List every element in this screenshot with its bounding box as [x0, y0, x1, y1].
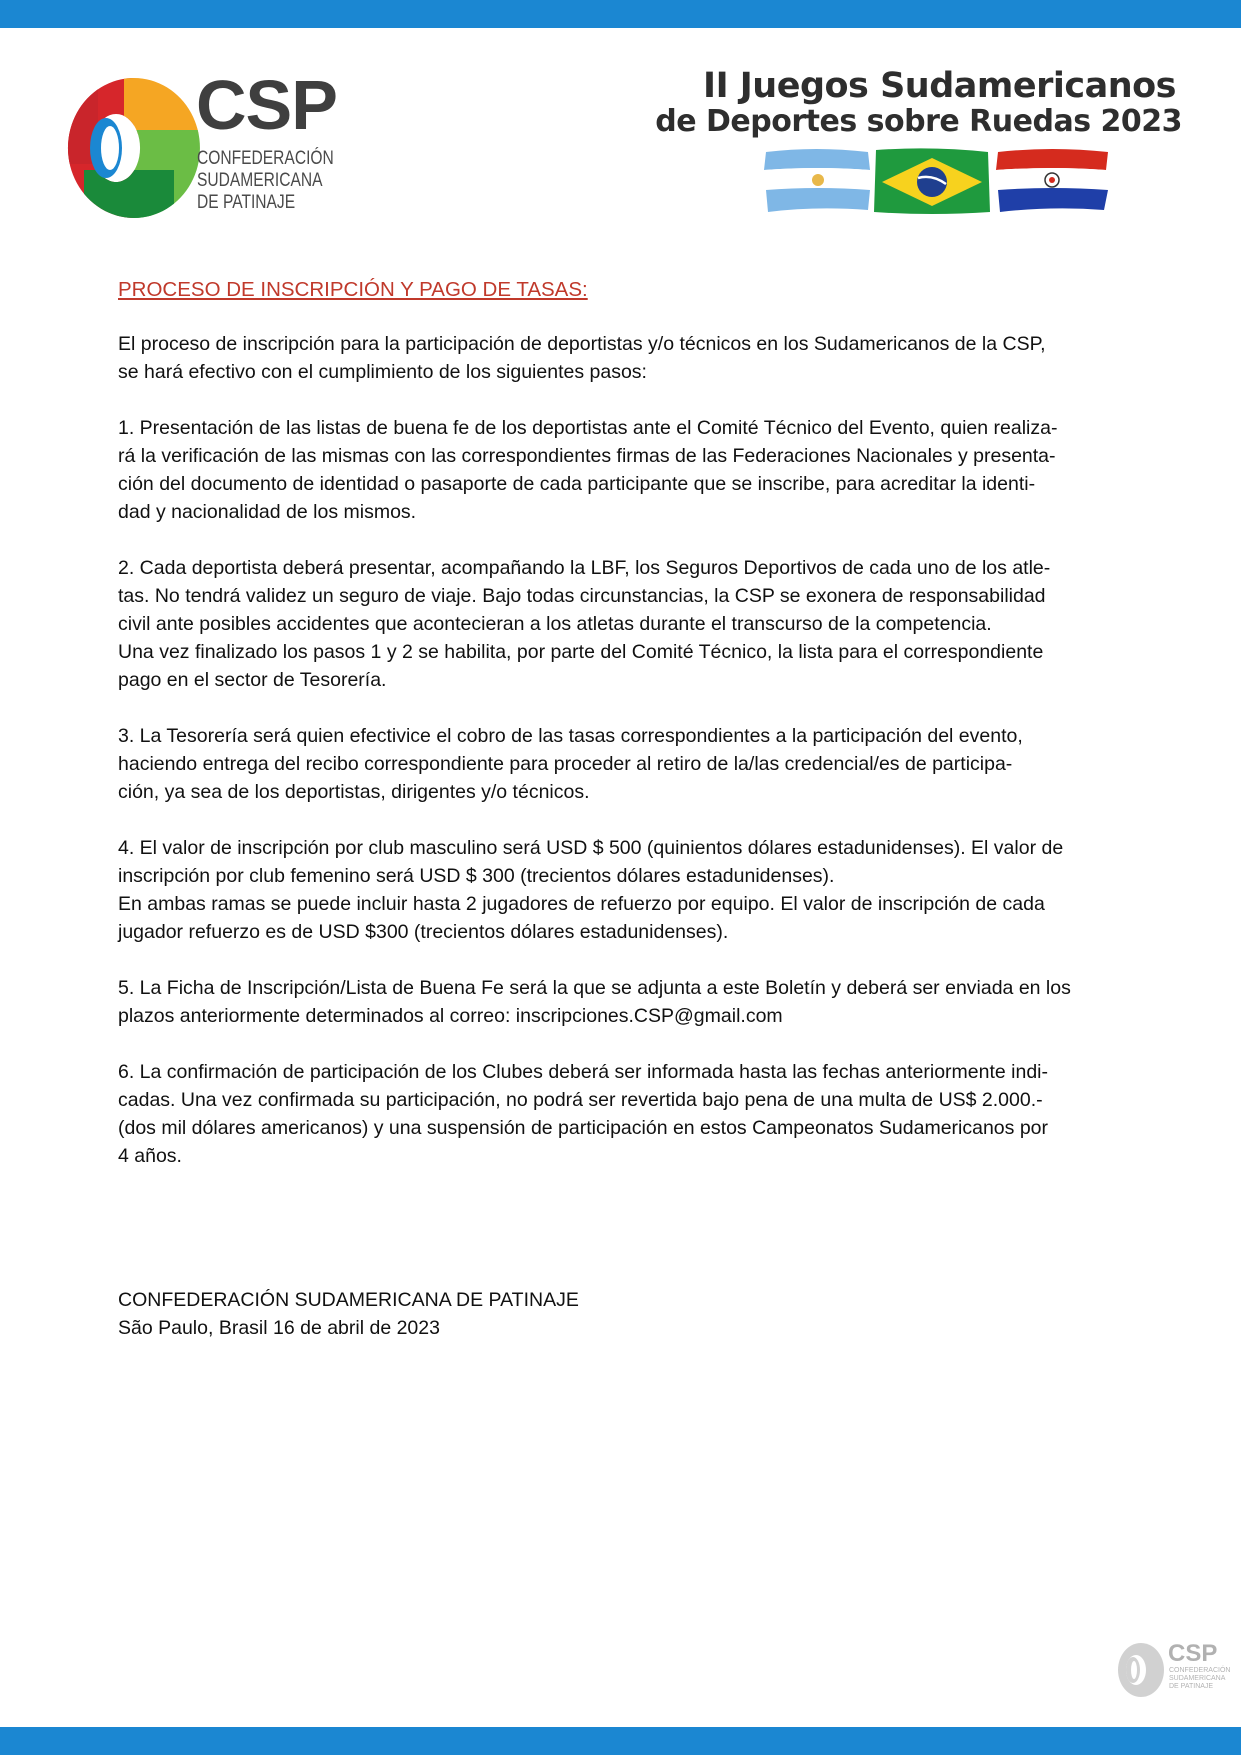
text-line: 1. Presentación de las listas de buena fe de los deportistas ante el Comité Técnico del Evento, quien realiza- — [118, 417, 1058, 439]
signature-block — [118, 1286, 579, 1342]
text-line: dad y nacionalidad de los mismos. — [118, 501, 417, 523]
event-title-line2: de Deportes sobre Ruedas 2023 — [655, 104, 1182, 139]
text-line: 5. La Ficha de Inscripción/Lista de Buena Fe será la que se adjunta a este Boletín y deberá ser enviada en los — [118, 977, 1071, 999]
argentina-flag-icon — [764, 149, 870, 212]
text-line: 6. La confirmación de participación de los Clubes deberá ser informada hasta las fechas anteriormente indi- — [118, 1061, 1049, 1083]
text-line: 3. La Tesorería será quien efectivice el cobro de las tasas correspondientes a la participación del evento, — [118, 725, 1023, 747]
flags-strip — [762, 146, 1112, 218]
step-4-paragraph — [118, 834, 1123, 946]
text-line: civil ante posibles accidentes que acontecieran a los atletas durante el transcurso de la competencia. — [118, 613, 992, 635]
text-line: plazos anteriormente determinados al correo: inscripciones.CSP@gmail.com — [118, 1005, 783, 1027]
footer-logo-subtitle-line: SUDAMERICANA — [1169, 1675, 1226, 1682]
text-line: El proceso de inscripción para la participación de deportistas y/o técnicos en los Sudamericanos de la CSP, — [118, 333, 1046, 355]
text-line: 4 años. — [118, 1145, 182, 1167]
logo-subtitle-line: DE PATINAJE — [197, 192, 296, 213]
text-line: haciendo entrega del recibo correspondiente para proceder al retiro de la/las credencial/es de participa- — [118, 753, 1013, 775]
footer-ring-icon — [1116, 1640, 1166, 1700]
footer-logo-subtitle — [1169, 1667, 1230, 1691]
brazil-flag-icon — [874, 148, 990, 214]
footer-logo-subtitle-line: DE PATINAJE — [1169, 1683, 1214, 1690]
footer-logo-acronym: CSP — [1168, 1640, 1218, 1667]
event-title-line1: II Juegos Sudamericanos — [703, 66, 1176, 106]
text-line: pago en el sector de Tesorería. — [118, 669, 387, 691]
step-3-paragraph — [118, 722, 1123, 806]
signature-place-date: São Paulo, Brasil 16 de abril de 2023 — [118, 1317, 440, 1339]
text-line: ción del documento de identidad o pasaporte de cada participante que se inscribe, para acreditar la identi- — [118, 473, 1036, 495]
text-line: tas. No tendrá validez un seguro de viaje. Bajo todas circunstancias, la CSP se exonera de responsabilidad — [118, 585, 1046, 607]
top-color-band — [0, 0, 1241, 28]
text-line: rá la verificación de las mismas con las correspondientes firmas de las Federaciones Nacionales y presenta- — [118, 445, 1056, 467]
text-line: (dos mil dólares americanos) y una suspensión de participación en estos Campeonatos Sudamericanos por — [118, 1117, 1049, 1139]
footer-csp-logo — [1116, 1640, 1231, 1702]
text-line: ción, ya sea de los deportistas, dirigentes y/o técnicos. — [118, 781, 590, 803]
bottom-color-band — [0, 1727, 1241, 1755]
logo-acronym: CSP — [196, 66, 337, 144]
logo-subtitle-line: CONFEDERACIÓN — [197, 148, 334, 169]
step-6-paragraph — [118, 1058, 1123, 1170]
text-line: En ambas ramas se puede incluir hasta 2 jugadores de refuerzo por equipo. El valor de inscripción de cada — [118, 893, 1045, 915]
signature-organization: CONFEDERACIÓN SUDAMERICANA DE PATINAJE — [118, 1289, 579, 1311]
paraguay-flag-icon — [996, 149, 1108, 212]
text-line: 2. Cada deportista deberá presentar, acompañando la LBF, los Seguros Deportivos de cada uno de los atle- — [118, 557, 1051, 579]
step-1-paragraph — [118, 414, 1123, 526]
text-line: se hará efectivo con el cumplimiento de los siguientes pasos: — [118, 361, 647, 383]
text-line: cadas. Una vez confirmada su participación, no podrá ser revertida bajo pena de una multa de US$ 2.000.- — [118, 1089, 1043, 1111]
intro-paragraph — [118, 330, 1123, 386]
csp-logo — [64, 66, 337, 224]
text-line: jugador refuerzo es de USD $300 (trecientos dólares estadunidenses). — [118, 921, 729, 943]
text-line: Una vez finalizado los pasos 1 y 2 se habilita, por parte del Comité Técnico, la lista para el correspondiente — [118, 641, 1044, 663]
logo-subtitle-line: SUDAMERICANA — [197, 170, 323, 191]
document-body — [118, 276, 1123, 1198]
logo-subtitle — [197, 148, 334, 214]
event-header — [655, 66, 1200, 226]
document-heading: PROCESO DE INSCRIPCIÓN Y PAGO DE TASAS: — [118, 278, 588, 301]
step-5-paragraph — [118, 974, 1123, 1030]
text-line: inscripción por club femenino será USD $ 300 (trecientos dólares estadunidenses). — [118, 865, 835, 887]
text-line: 4. El valor de inscripción por club masculino será USD $ 500 (quinientos dólares estadunidenses). El valor de — [118, 837, 1064, 859]
step-2-paragraph — [118, 554, 1123, 694]
csp-ring-icon — [64, 74, 204, 220]
footer-logo-subtitle-line: CONFEDERACIÓN — [1169, 1667, 1231, 1674]
